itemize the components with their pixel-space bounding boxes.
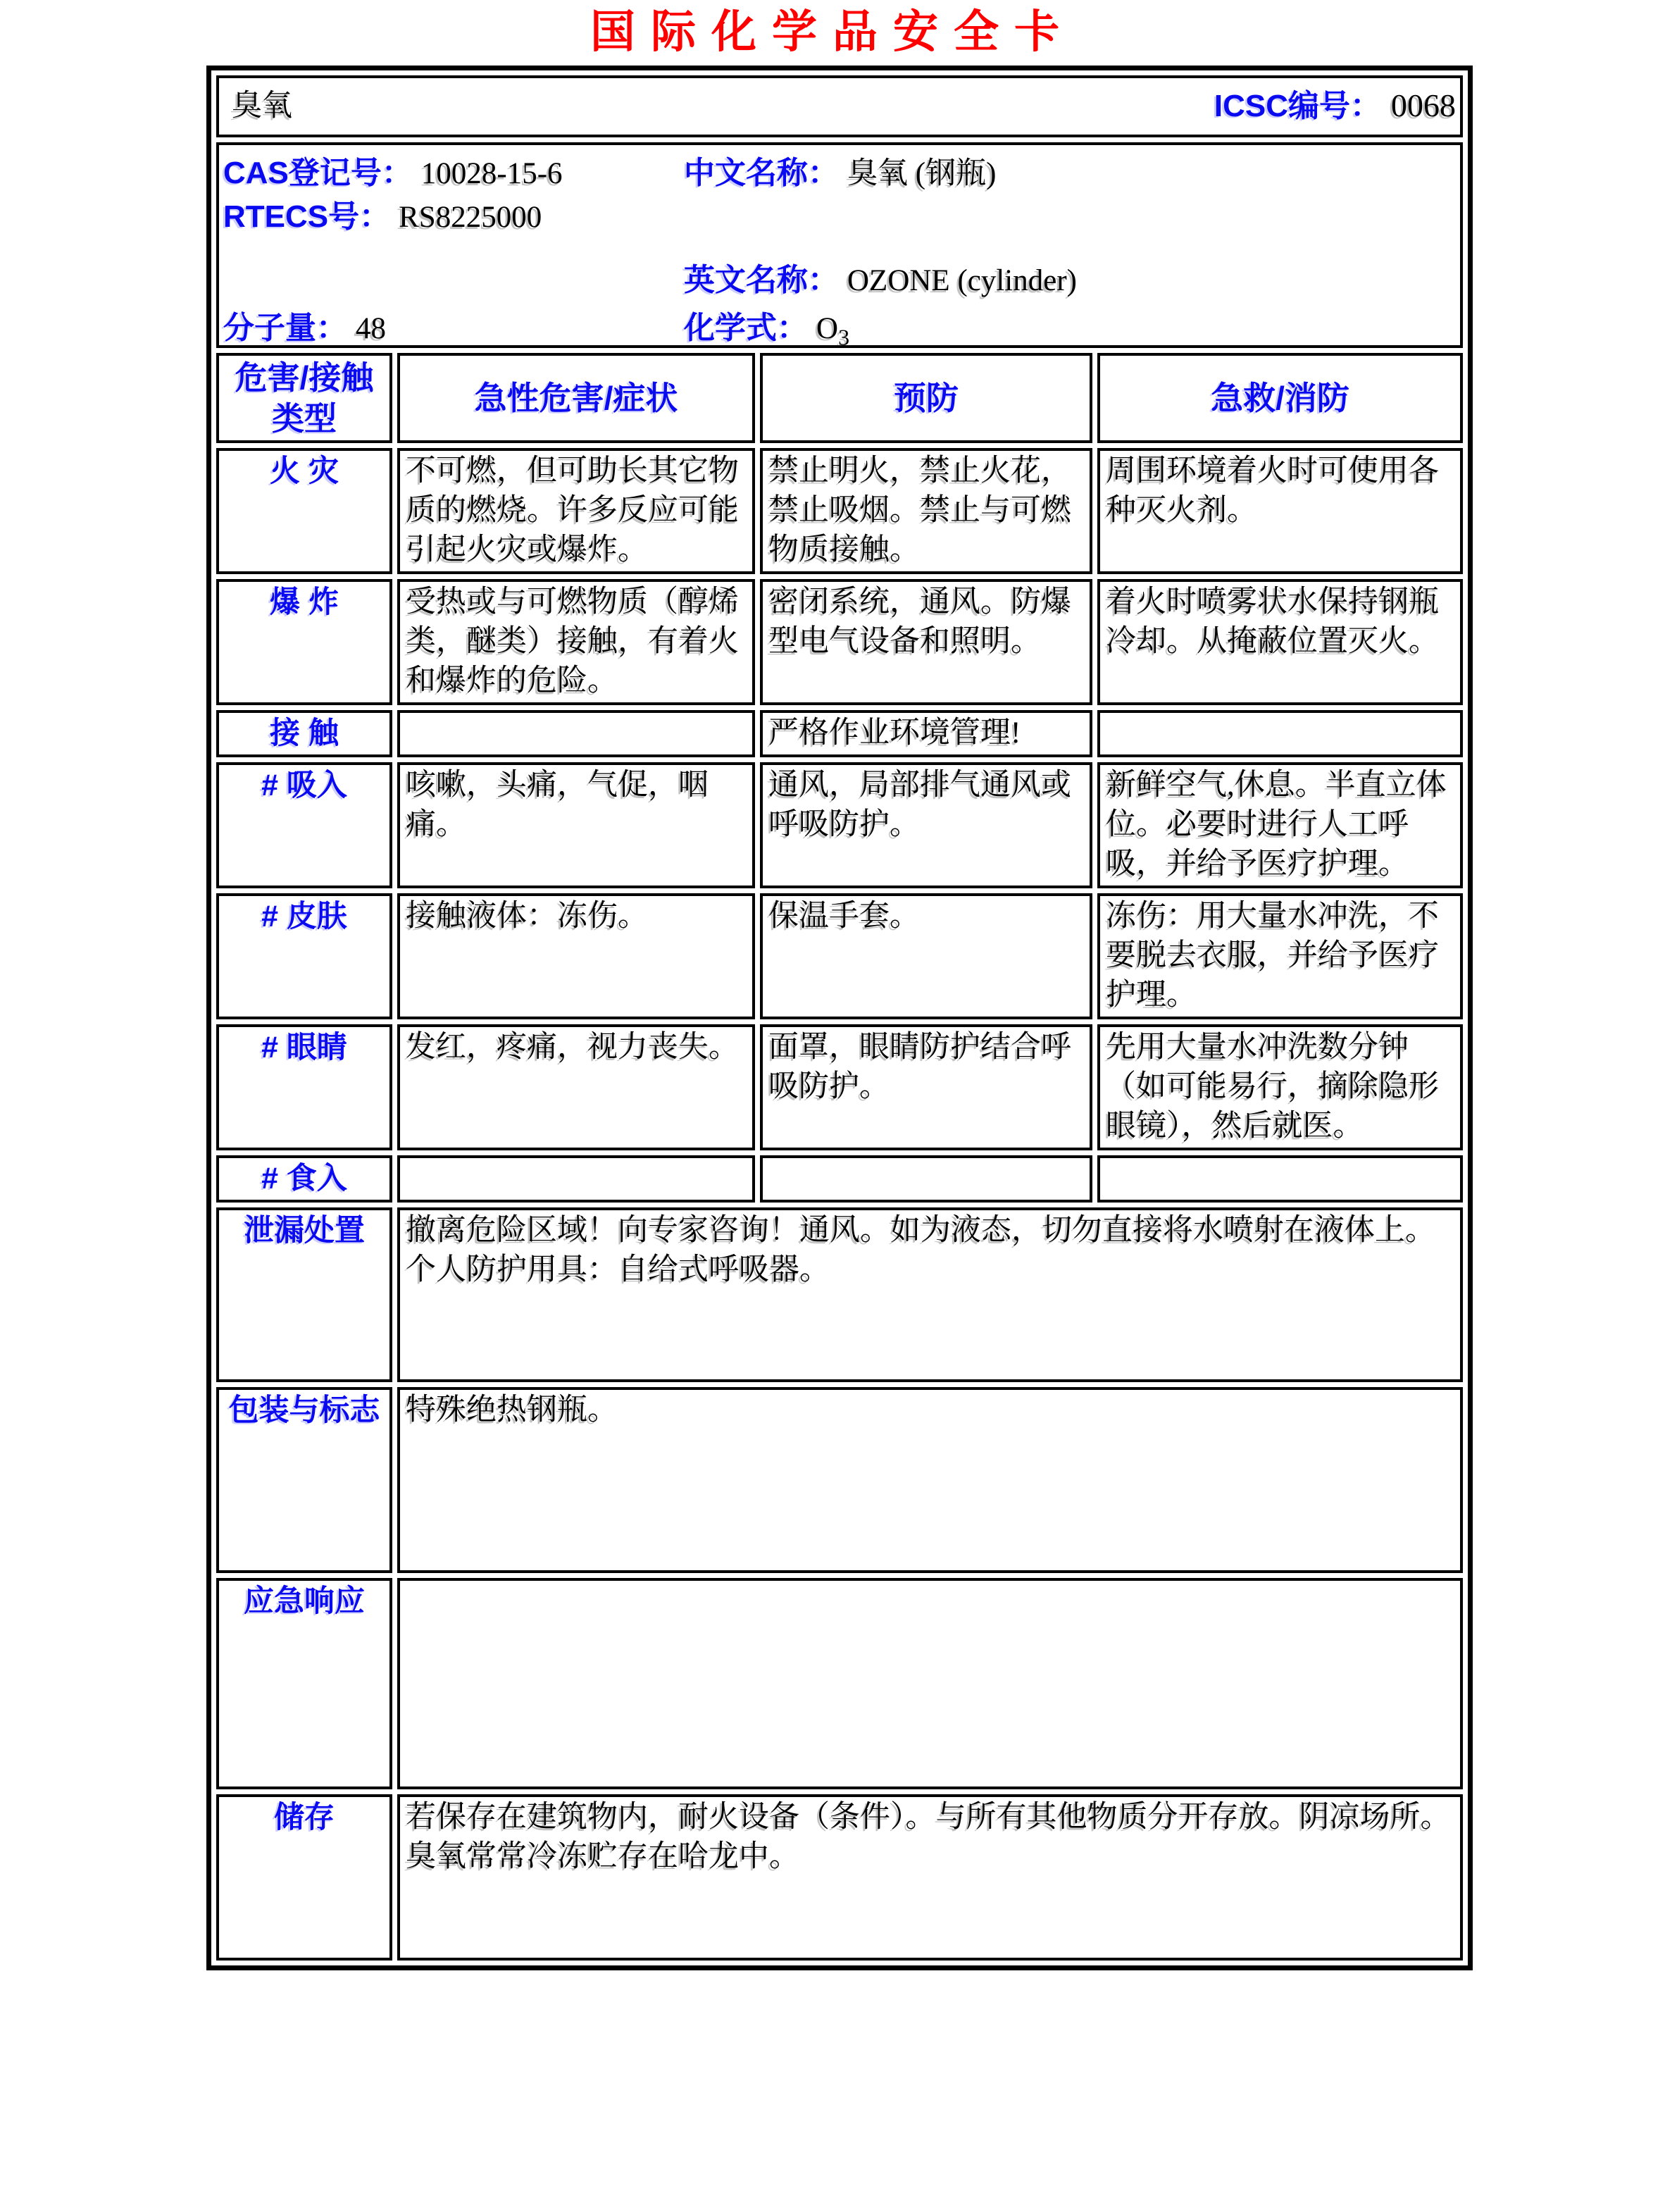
cas-label: CAS登记号： bbox=[223, 156, 413, 190]
prevention-cell: 面罩，眼睛防护结合呼吸防护。 bbox=[760, 1024, 1092, 1150]
icsc-number-value: 0068 bbox=[1391, 87, 1456, 123]
substance-name: 臭氧 bbox=[232, 89, 292, 123]
prevention-cell: 保温手套。 bbox=[760, 893, 1092, 1019]
first-aid-cell: 冻伤：用大量水冲洗，不要脱去衣服，并给予医疗护理。 bbox=[1097, 893, 1463, 1019]
table-row-skin bbox=[216, 893, 1463, 1019]
section-type-cell: 应急响应 bbox=[216, 1578, 392, 1789]
table-row-fire bbox=[216, 448, 1463, 574]
symptoms-cell: 不可燃，但可助长其它物质的燃烧。许多反应可能引起火灾或爆炸。 bbox=[397, 448, 755, 574]
english-name: OZONE (cylinder) bbox=[847, 264, 1077, 297]
prevention-cell: 严格作业环境管理! bbox=[760, 710, 1092, 757]
first-aid-cell: 先用大量水冲洗数分钟（如可能易行，摘除隐形眼镜），然后就医。 bbox=[1097, 1024, 1463, 1150]
first-aid-cell: 新鲜空气,休息。半直立体位。必要时进行人工呼吸，并给予医疗护理。 bbox=[1097, 762, 1463, 888]
first-aid-cell: 周围环境着火时可使用各种灭火剂。 bbox=[1097, 448, 1463, 574]
substance-header-cell bbox=[216, 75, 1463, 137]
formula-value: $O_3$ bbox=[816, 312, 849, 345]
table-row-spillage bbox=[216, 1207, 1463, 1382]
hazard-type-cell: # 皮肤 bbox=[216, 893, 392, 1019]
section-type-cell: 泄漏处置 bbox=[216, 1207, 392, 1382]
prevention-cell: 禁止明火，禁止火花，禁止吸烟。禁止与可燃物质接触。 bbox=[760, 448, 1092, 574]
column-header-row bbox=[216, 353, 1463, 443]
symptoms-cell: 咳嗽，头痛，气促，咽痛。 bbox=[397, 762, 755, 888]
section-type-cell: 包装与标志 bbox=[216, 1387, 392, 1573]
hazard-type-cell: # 食入 bbox=[216, 1155, 392, 1203]
page-title: 国际化学品安全卡 bbox=[590, 7, 1075, 57]
cas-number: 10028-15-6 bbox=[420, 157, 563, 190]
molecular-weight-label: 分子量： bbox=[223, 311, 347, 345]
formula-subscript: 3 bbox=[838, 324, 850, 348]
hazard-type-cell: 火 灾 bbox=[216, 448, 392, 574]
hazard-type-cell: # 吸入 bbox=[216, 762, 392, 888]
table-row-storage bbox=[216, 1794, 1463, 1961]
section-content-cell: 撤离危险区域！向专家咨询！通风。如为液态，切勿直接将水喷射在液体上。个人防护用具：自给式呼吸器。 bbox=[397, 1207, 1463, 1382]
header-prevention: 预防 bbox=[760, 353, 1092, 443]
table-row-ingestion bbox=[216, 1155, 1463, 1203]
section-content-cell: 特殊绝热钢瓶。 bbox=[397, 1387, 1463, 1573]
molecular-weight-value: 48 bbox=[356, 312, 386, 345]
symptoms-cell: 发红，疼痛，视力丧失。 bbox=[397, 1024, 755, 1150]
hazard-type-cell: # 眼睛 bbox=[216, 1024, 392, 1150]
symptoms-cell bbox=[397, 1155, 755, 1203]
header-first-aid: 急救/消防 bbox=[1097, 353, 1463, 443]
prevention-cell: 通风，局部排气通风或呼吸防护。 bbox=[760, 762, 1092, 888]
chinese-name-label: 中文名称： bbox=[684, 156, 839, 190]
hazard-type-cell: 接 触 bbox=[216, 710, 392, 757]
table-row-inhalation bbox=[216, 762, 1463, 888]
section-type-cell: 储存 bbox=[216, 1794, 392, 1961]
first-aid-cell bbox=[1097, 710, 1463, 757]
symptoms-cell: 接触液体：冻伤。 bbox=[397, 893, 755, 1019]
identification-cell bbox=[216, 142, 1463, 348]
header-hazard-type: 危害/接触 类型 bbox=[216, 353, 392, 443]
symptoms-cell bbox=[397, 710, 755, 757]
section-content-cell bbox=[397, 1578, 1463, 1789]
identification-row bbox=[216, 142, 1463, 348]
section-content-cell: 若保存在建筑物内，耐火设备（条件）。与所有其他物质分开存放。阴凉场所。臭氧常常冷冻贮存在哈龙中。 bbox=[397, 1794, 1463, 1961]
table-row-emergency bbox=[216, 1578, 1463, 1789]
symptoms-cell: 受热或与可燃物质（醇烯类，醚类）接触，有着火和爆炸的危险。 bbox=[397, 579, 755, 705]
header-acute-hazards: 急性危害/症状 bbox=[397, 353, 755, 443]
table-row-eyes bbox=[216, 1024, 1463, 1150]
table-row-explosion bbox=[216, 579, 1463, 705]
substance-header-row bbox=[216, 75, 1463, 137]
formula-label: 化学式： bbox=[684, 311, 808, 345]
rtecs-label: RTECS号： bbox=[223, 199, 391, 234]
first-aid-cell bbox=[1097, 1155, 1463, 1203]
icsc-number-label: ICSC编号： bbox=[1214, 89, 1381, 123]
english-name-label: 英文名称： bbox=[684, 263, 839, 297]
rtecs-number: RS8225000 bbox=[399, 201, 542, 234]
first-aid-cell: 着火时喷雾状水保持钢瓶冷却。从掩蔽位置灭火。 bbox=[1097, 579, 1463, 705]
table-row-packaging bbox=[216, 1387, 1463, 1573]
prevention-cell bbox=[760, 1155, 1092, 1203]
hazard-type-cell: 爆 炸 bbox=[216, 579, 392, 705]
icsc-card-table bbox=[206, 66, 1473, 1970]
prevention-cell: 密闭系统，通风。防爆型电气设备和照明。 bbox=[760, 579, 1092, 705]
chinese-name: 臭氧 (钢瓶) bbox=[847, 157, 997, 190]
table-row-exposure bbox=[216, 710, 1463, 757]
